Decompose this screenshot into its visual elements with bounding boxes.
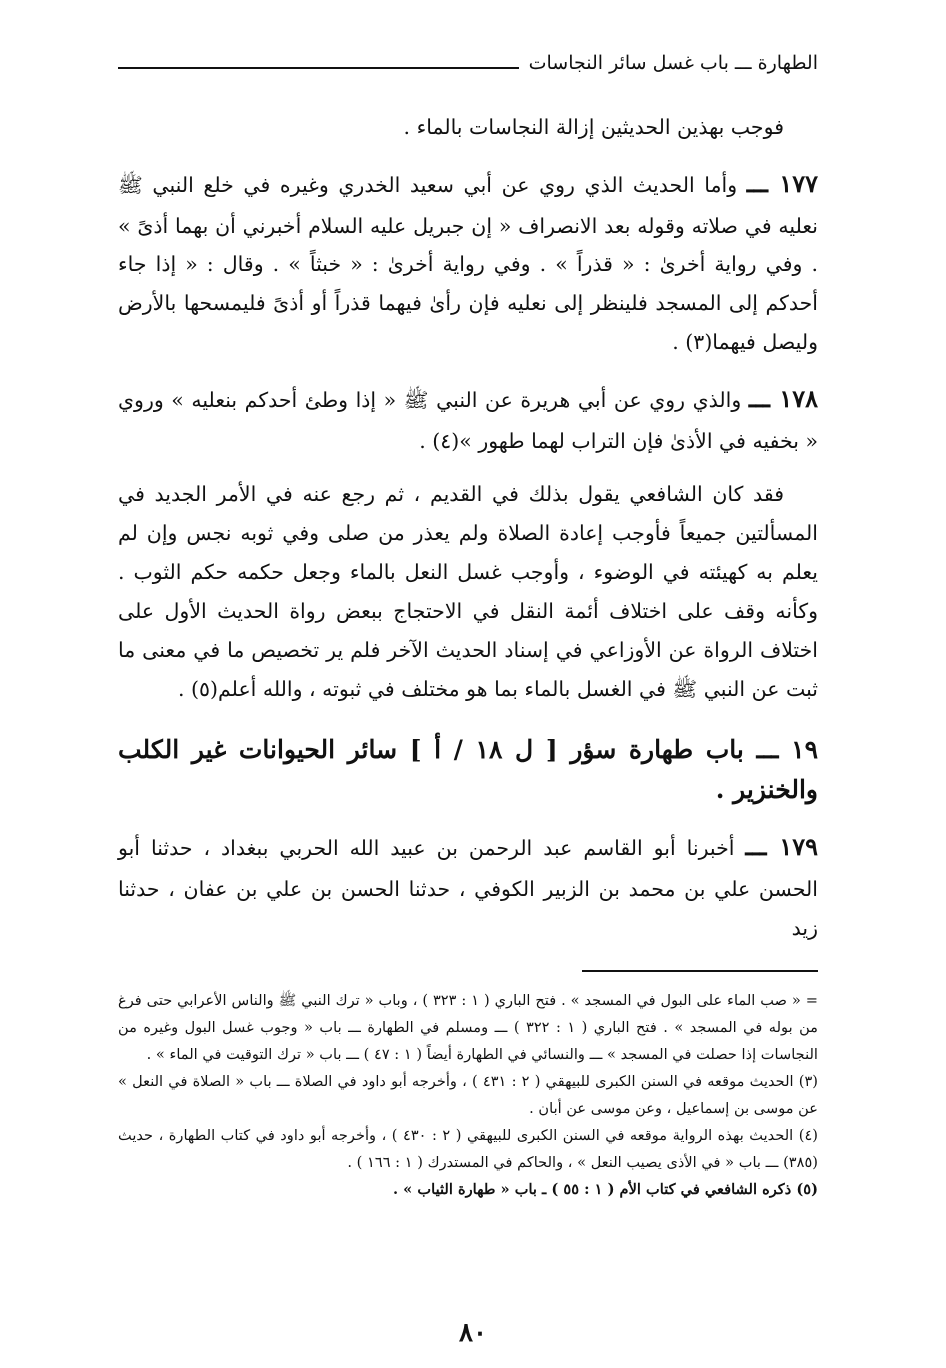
footnote-4: (٤) الحديث بهذه الرواية موقعه في السنن الكبرى للبيهقي ( ٢ : ٤٣٠ ) ، وأخرجه أبو داود في كتاب الطهارة ، حديث (٣٨٥) ـــ باب « في الأذى يصيب النعل » ، والحاكم في المستدرك ( ١ : ١٦٦ ) . [118,1126,818,1171]
hadith-177 [118,161,818,362]
footnote-continuation: = « صب الماء على البول في المسجد » . فتح الباري ( ١ : ٣٢٣ ) ، وباب « ترك النبي ﷺ والناس الأعرابي حتى فرغ من بوله في المسجد » . فتح الباري ( ١ : ٣٢٢ ) ـــ ومسلم في الطهارة ـــ باب « وجوب غسل البول وغيره من النجاسات إذا حصلت في المسجد » ـــ والنسائي في الطهارة أيضاً ( ١ : ٤٧ ) ـــ باب « ترك التوقيت في الماء » . [118,992,819,1063]
hadith-179 [118,824,818,947]
hadith-number: ١٧٩ ـــ [745,832,818,862]
hadith-text: أخبرنا أبو القاسم عبد الرحمن بن عبيد الله الحربي ببغداد ، حدثنا أبو الحسن علي بن محمد بن الزبير الكوفي ، حدثنا الحسن بن علي بن عفان ، حدثنا زيد [118,836,818,940]
hadith-text: وأما الحديث الذي روي عن أبي سعيد الخدري وغيره في خلع النبي ﷺ نعليه في صلاته وقوله بعد الانصراف « إن جبريل عليه السلام أخبرني أن بهما أذىً » . وفي رواية أخرىٰ : « قذراً » . وفي رواية أخرىٰ : « خبثاً » . وقال : « إذا جاء أحدكم إلى المسجد فلينظر إلى نعليه فإن رأىٰ فيهما قذراً أو أذىً فليمسحها بالأرض وليصل فيهما(٣) . [118,172,818,355]
hadith-text: والذي روي عن أبي هريرة عن النبي ﷺ « إذا وطئ أحدكم بنعليه » وروي « بخفيه في الأذىٰ فإن التراب لهما طهور »(٤) . [118,388,818,453]
commentary-paragraph: فقد كان الشافعي يقول بذلك في القديم ، ثم رجع عنه في الأمر الجديد في المسألتين جميعاً فأوجب إعادة الصلاة ولم يعذر من صلى وفي ثوبه نجس وإن لم يعلم به كهيئته في الوضوء ، وأوجب غسل النعل بالماء وجعل حكمه حكم الثوب . وكأنه وقف على اختلاف أئمة النقل في الاحتجاج ببعض رواة الحديث الأول على اختلاف الرواة عن الأوزاعي في إسناد الحديث الآخر فلم ير تخصيص ما في معنى ما ثبت عن النبي ﷺ في الغسل بالماء بما هو مختلف في ثبوته ، والله أعلم(٥) . [118,481,818,701]
footnotes [118,988,818,1204]
hadith-number: ١٧٨ ـــ [748,384,818,414]
footnote-5: (٥) ذكره الشافعي في كتاب الأم ( ١ : ٥٥ ) ـ باب « طهارة الثياب » . [393,1180,818,1198]
main-text [118,108,818,962]
page-number: ٨٠ [459,1318,487,1348]
hadith-178 [118,376,818,461]
section-title: باب طهارة سؤر [ ل ١٨ / أ ] سائر الحيوانات غير الكلب والخنزير . [118,735,818,805]
header-rule [118,67,519,69]
section-number: ١٩ ـــ [756,735,819,765]
hadith-number: ١٧٧ ـــ [746,168,818,198]
footnote-separator [582,970,818,972]
running-header-title: الطهارة ـــ باب غسل سائر النجاسات [528,52,818,74]
running-header [118,52,818,74]
section-heading [118,730,818,810]
footnote-3: (٣) الحديث موقعه في السنن الكبرى للبيهقي ( ٢ : ٤٣١ ) ، وأخرجه أبو داود في الصلاة ـــ باب « الصلاة في النعل » عن موسى بن إسماعيل ، وعن موسى عن أبان . [118,1072,818,1117]
intro-paragraph: فوجب بهذين الحديثين إزالة النجاسات بالماء . [403,115,784,139]
